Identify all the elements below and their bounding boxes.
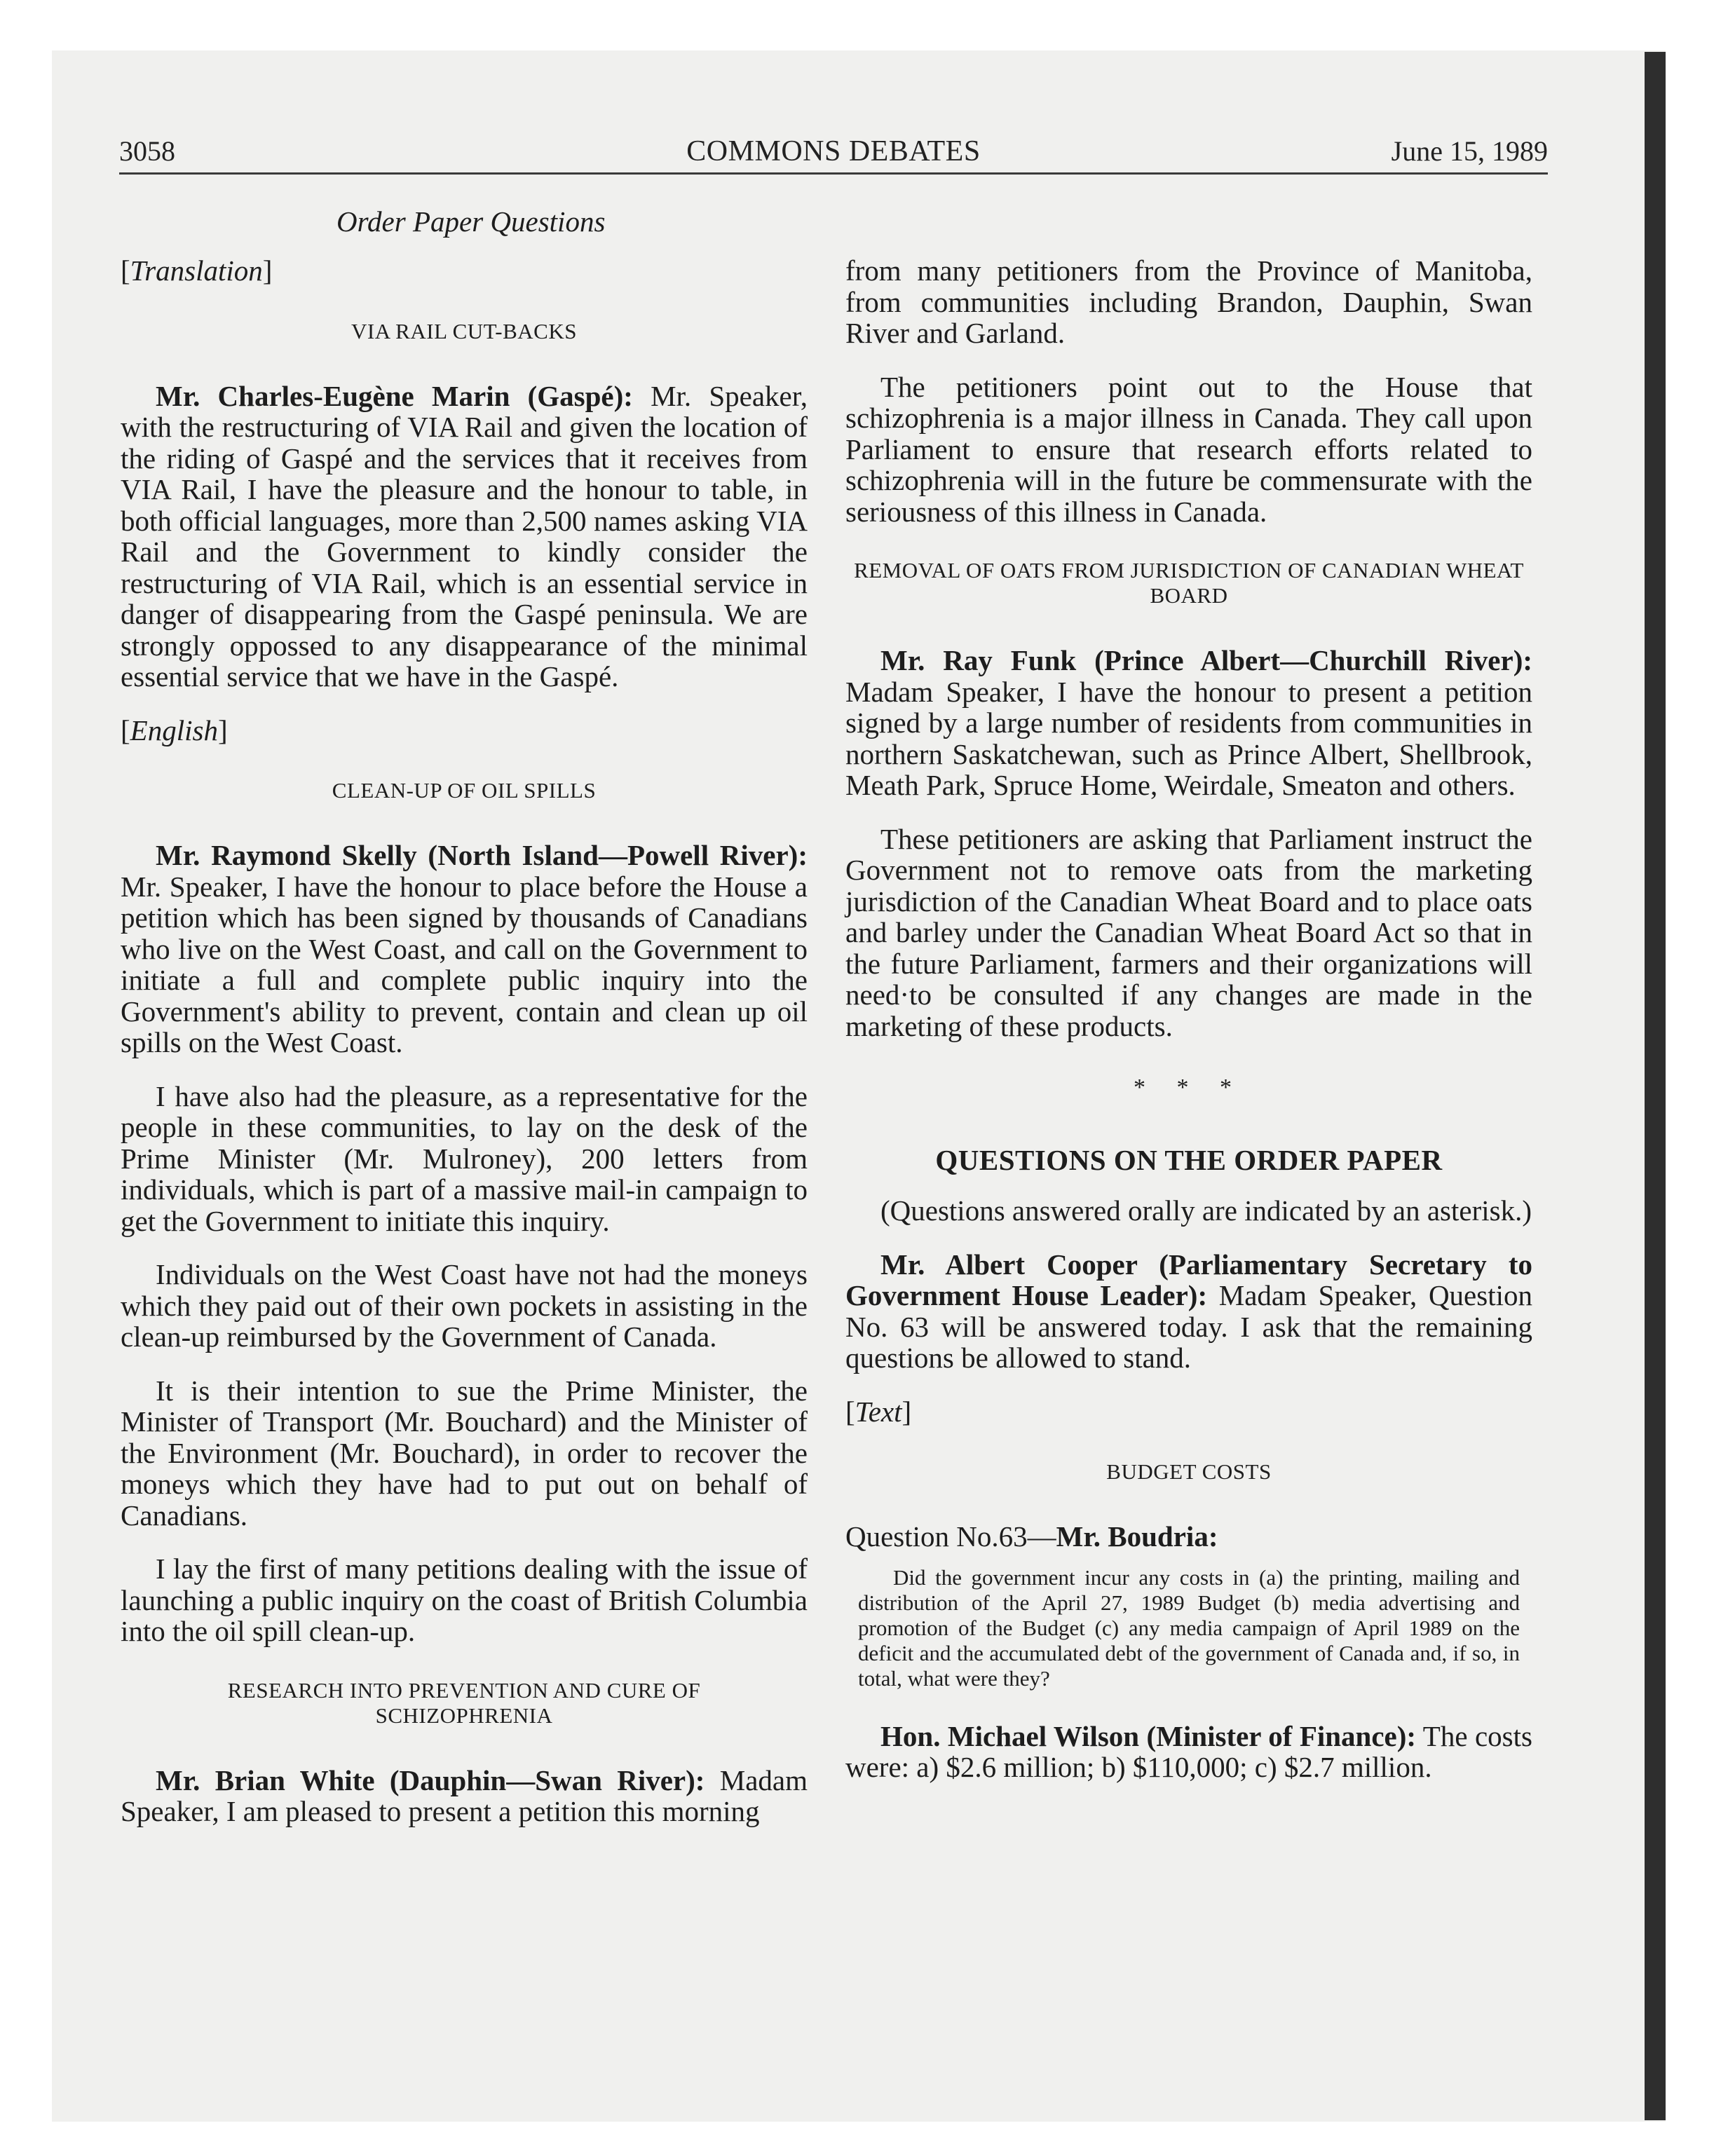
speaker-name: Mr. Brian White (Dauphin—Swan River): bbox=[156, 1763, 705, 1796]
body-paragraph: The petitioners point out to the House that schizophrenia is a major illness in Canada. They call upon Parliament to ensure that research efforts related to schizophrenia will in the future be commensurate with the seriousness of this illness in Canada. bbox=[845, 370, 1532, 528]
petition-heading: REMOVAL OF OATS FROM JURISDICTION OF CANADIAN WHEAT BOARD bbox=[854, 558, 1524, 608]
body-paragraph: I lay the first of many petitions dealing with the issue of launching a public inquiry on the coast of British Columbia into the oil spill clean-up. bbox=[121, 1553, 808, 1647]
question-text: Did the government incur any costs in (a) the printing, mailing and distribution of the April 27, 1989 Budget (b) media advertising and promotion of the Budget (c) any media campaign of April 1989 on the deficit and the accumulated debt of the government of Canada and, if so, in total, what were they? bbox=[858, 1564, 1520, 1691]
body-paragraph: from many petitioners from the Province of Manitoba, from communities including Brandon, Dauphin, Swan River and Garland. bbox=[845, 254, 1532, 349]
page-number: 3058 bbox=[119, 135, 175, 167]
speaker-name: Mr. Ray Funk (Prince Albert—Churchill River): bbox=[880, 644, 1532, 676]
section-label: Order Paper Questions bbox=[336, 205, 606, 238]
running-head bbox=[119, 135, 1548, 177]
left-column bbox=[121, 255, 808, 1850]
body-paragraph: Individuals on the West Coast have not had the moneys which they paid out of their own pockets in assisting in the clean-up reimbursed by the Government of Canada. bbox=[121, 1258, 808, 1353]
section-separator: * * * bbox=[1134, 1074, 1244, 1100]
scan-edge-shadow bbox=[1645, 52, 1666, 2120]
speaker-name: Hon. Michael Wilson (Minister of Finance): bbox=[880, 1719, 1417, 1752]
speaker-name: Mr. Albert Cooper (Parliamentary Secretary to Government House Leader): bbox=[845, 1248, 1532, 1311]
petition-paragraph: Mr. Raymond Skelly (North Island—Powell River): Mr. Speaker, I have the honour to place before the House a petition which has been signed by thousands of Canadians who live on the West Coast, and call on the Government to initiate a full and complete public inquiry into the Government's ability to prevent, contain and clean up oil spills on the West Coast. bbox=[121, 839, 808, 1058]
language-note: [Text] bbox=[845, 1395, 912, 1428]
right-column bbox=[845, 255, 1532, 1806]
body-paragraph: These petitioners are asking that Parliament instruct the Government not to remove oats from the marketing jurisdiction of the Canadian Wheat Board and to place oats and barley under the Canadian Wheat Board Act so that in the future Parliament, farmers and their organizations will need·to be consulted if any changes are made in the marketing of these products. bbox=[845, 822, 1532, 1042]
petition-paragraph: Mr. Ray Funk (Prince Albert—Churchill River): Madam Speaker, I have the honour to present a petition signed by a large number of residents from communities in northern Saskatchewan, such as Prince Albert, Shellbrook, Meath Park, Spruce Home, Weirdale, Smeaton and others. bbox=[845, 644, 1532, 801]
publication-title: COMMONS DEBATES bbox=[686, 135, 981, 168]
header-rule bbox=[119, 172, 1548, 175]
answer-paragraph: Hon. Michael Wilson (Minister of Finance): The costs were: a) $2.6 million; b) $110,000; c) $2.7 million. bbox=[845, 1719, 1532, 1783]
petition-paragraph: Mr. Charles-Eugène Marin (Gaspé): Mr. Speaker, with the restructuring of VIA Rail and given the location of the riding of Gaspé and the services that it receives from VIA Rail, I have the pleasure and the honour to table, in both official languages, more than 2,500 names asking VIA Rail and the Government to kindly consider the restructuring of VIA Rail, which is an essential service in danger of disappearing from the Gaspé peninsula. We are strongly oppossed to any disappearance of the minimal essential service that we have in the Gaspé. bbox=[121, 379, 808, 692]
petition-heading: VIA RAIL CUT-BACKS bbox=[351, 318, 577, 343]
language-note: [Translation] bbox=[121, 254, 273, 287]
language-note: [English] bbox=[121, 714, 228, 746]
speaker-name: Mr. Charles-Eugène Marin (Gaspé): bbox=[156, 379, 633, 412]
petition-heading: RESEARCH INTO PREVENTION AND CURE OF SCHIZOPHRENIA bbox=[227, 1677, 701, 1728]
section-heading: QUESTIONS ON THE ORDER PAPER bbox=[935, 1143, 1443, 1176]
body-paragraph: I have also had the pleasure, as a representative for the people in these communities, to lay on the desk of the Prime Minister (Mr. Mulroney), 200 letters from individuals, which is part of a massive mail-in campaign to get the Government to initiate this inquiry. bbox=[121, 1079, 808, 1237]
petition-paragraph: Mr. Brian White (Dauphin—Swan River): Madam Speaker, I am pleased to present a petition this morning bbox=[121, 1763, 808, 1827]
question-label: Question No.63—Mr. Boudria: bbox=[845, 1520, 1218, 1553]
page-date: June 15, 1989 bbox=[1391, 135, 1548, 167]
asker-name: Mr. Boudria: bbox=[1056, 1520, 1218, 1553]
statement-paragraph: Mr. Albert Cooper (Parliamentary Secretary to Government House Leader): Madam Speaker, Question No. 63 will be answered today. I ask that the remaining questions be allowed to stand. bbox=[845, 1248, 1532, 1374]
petition-heading: CLEAN-UP OF OIL SPILLS bbox=[332, 778, 597, 803]
speaker-name: Mr. Raymond Skelly (North Island—Powell River): bbox=[156, 839, 808, 871]
body-paragraph: It is their intention to sue the Prime Minister, the Minister of Transport (Mr. Bouchard) and the Minister of the Environment (Mr. Bouchard), in order to recover the moneys which they have had to put out on behalf of Canadians. bbox=[121, 1374, 808, 1531]
body-paragraph: (Questions answered orally are indicated by an asterisk.) bbox=[880, 1194, 1532, 1227]
question-heading: BUDGET COSTS bbox=[1106, 1459, 1272, 1484]
